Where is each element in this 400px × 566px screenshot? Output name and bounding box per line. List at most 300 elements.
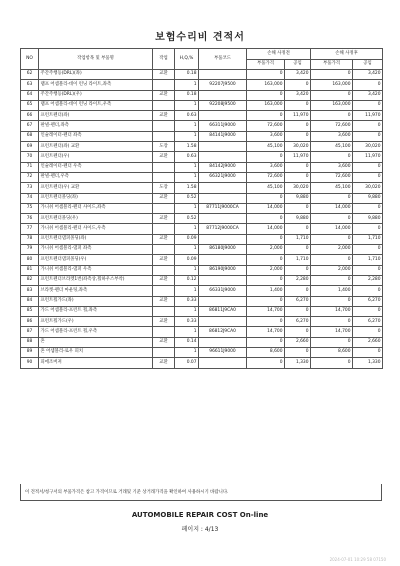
row-after-part-price: 0 [311, 337, 353, 347]
row-before-labor: 1,710 [285, 255, 311, 265]
row-after-labor: 30,020 [353, 142, 383, 152]
row-after-part-price: 0 [311, 90, 353, 100]
row-before-part-price: 2,000 [247, 245, 285, 255]
row-no: 85 [21, 306, 39, 316]
row-after-labor: 9,880 [353, 214, 383, 224]
row-before-labor: 6,270 [285, 296, 311, 306]
row-part-code: 86811J9CA0 [199, 306, 247, 316]
row-part-code: 86812J9CA0 [199, 327, 247, 337]
row-after-labor: 1,330 [353, 358, 383, 368]
row-work: 교환 [153, 317, 175, 327]
row-no: 78 [21, 234, 39, 244]
row-work: 교환 [153, 275, 175, 285]
row-item-name: 가니쉬 어셈블리-펜더 사이드,좌측 [39, 203, 153, 213]
row-after-labor: 2,660 [353, 337, 383, 347]
row-part-code: 84142J9000 [199, 162, 247, 172]
row-part-code: 96611J9000 [199, 348, 247, 358]
row-hqty: 0.18 [175, 70, 199, 80]
row-before-labor: 0 [285, 265, 311, 275]
row-after-part-price: 3,600 [311, 131, 353, 141]
table-row [21, 306, 383, 316]
row-before-part-price: 163,000 [247, 100, 285, 110]
row-part-code [199, 183, 247, 193]
row-hqty: 0.63 [175, 111, 199, 121]
row-work: 교환 [153, 296, 175, 306]
row-part-code: 87712J9000CA [199, 224, 247, 234]
table-row [21, 275, 383, 285]
row-after-part-price: 14,000 [311, 203, 353, 213]
disclaimer-note: 이 견적서/청구서의 부품가격은 참고 가격이므로 거래및 기준 상거래가격을 확인하여 사용하시기 바랍니다. [20, 484, 382, 501]
row-before-labor: 0 [285, 224, 311, 234]
row-no: 90 [21, 358, 39, 368]
row-work: 교환 [153, 111, 175, 121]
row-hqty: 1 [175, 162, 199, 172]
row-item-name: 가드 어셈블리-프런트 휠,좌측 [39, 306, 153, 316]
row-part-code: 87711J9000CA [199, 203, 247, 213]
row-before-part-price: 45,100 [247, 183, 285, 193]
row-no: 89 [21, 348, 39, 358]
row-after-labor: 6,270 [353, 296, 383, 306]
row-part-code [199, 337, 247, 347]
table-row [21, 286, 383, 296]
row-part-code: 84141J9000 [199, 131, 247, 141]
row-hqty: 1 [175, 265, 199, 275]
row-item-name: 가니쉬 어셈블리-펜더 사이드,우측 [39, 224, 153, 234]
print-timestamp: 2024-07-01 10:29 58 07150 [329, 557, 386, 562]
row-before-labor: 11,970 [285, 111, 311, 121]
row-before-part-price: 45,100 [247, 142, 285, 152]
table-row [21, 193, 383, 203]
row-work: 교환 [153, 358, 175, 368]
row-after-labor: 0 [353, 306, 383, 316]
row-part-code [199, 255, 247, 265]
row-after-part-price: 0 [311, 296, 353, 306]
row-work [153, 162, 175, 172]
row-item-name: 프런트펜더댐퍼몰딩(좌) [39, 234, 153, 244]
row-after-part-price: 72,600 [311, 121, 353, 131]
row-before-labor: 0 [285, 348, 311, 358]
row-item-name: 프런트펜더(좌) [39, 111, 153, 121]
row-no: 70 [21, 152, 39, 162]
row-before-part-price: 14,700 [247, 327, 285, 337]
row-item-name: 인슐레이터-펜더 우측 [39, 162, 153, 172]
row-after-labor: 11,970 [353, 111, 383, 121]
header-no: NO [21, 49, 39, 70]
row-part-code [199, 142, 247, 152]
row-no: 73 [21, 183, 39, 193]
row-before-labor: 3,420 [285, 90, 311, 100]
row-before-labor: 0 [285, 100, 311, 110]
row-after-labor: 3,420 [353, 90, 383, 100]
header-after-labor: 공임 [353, 59, 383, 70]
page-number: 페이지 : 4/13 [181, 526, 219, 533]
row-hqty: 1 [175, 327, 199, 337]
row-hqty: 0.09 [175, 234, 199, 244]
row-work [153, 203, 175, 213]
row-work [153, 172, 175, 182]
row-after-part-price: 2,000 [311, 245, 353, 255]
row-before-part-price: 0 [247, 193, 285, 203]
row-item-name: 가드 어셈블리-프런트 휠,우측 [39, 327, 153, 337]
row-item-name: 프런트펜더(우) [39, 152, 153, 162]
table-row [21, 296, 383, 306]
row-hqty: 1 [175, 100, 199, 110]
row-work [153, 265, 175, 275]
estimate-table [20, 48, 383, 369]
row-hqty: 0.07 [175, 358, 199, 368]
row-work [153, 80, 175, 90]
row-hqty: 1 [175, 286, 199, 296]
row-work [153, 100, 175, 110]
row-after-part-price: 14,000 [311, 224, 353, 234]
row-work [153, 224, 175, 234]
table-row [21, 317, 383, 327]
row-no: 63 [21, 80, 39, 90]
row-no: 77 [21, 224, 39, 234]
row-before-labor: 2,280 [285, 275, 311, 285]
table-row [21, 245, 383, 255]
row-before-labor: 9,880 [285, 214, 311, 224]
row-before-part-price: 0 [247, 317, 285, 327]
row-after-labor: 0 [353, 245, 383, 255]
row-after-part-price: 0 [311, 234, 353, 244]
row-no: 64 [21, 90, 39, 100]
row-no: 88 [21, 337, 39, 347]
row-after-labor: 0 [353, 286, 383, 296]
row-before-part-price: 0 [247, 90, 285, 100]
header-row-top [21, 49, 383, 60]
row-part-code: 86180J9000 [199, 245, 247, 255]
row-hqty: 0.18 [175, 90, 199, 100]
row-after-labor: 0 [353, 80, 383, 90]
row-before-part-price: 2,000 [247, 265, 285, 275]
row-after-labor: 6,270 [353, 317, 383, 327]
row-item-name: 램프 어셈블리-데이 런닝 라이트,좌측 [39, 80, 153, 90]
row-before-part-price: 0 [247, 275, 285, 285]
row-after-part-price: 45,100 [311, 183, 353, 193]
row-before-part-price: 0 [247, 70, 285, 80]
row-before-part-price: 0 [247, 337, 285, 347]
row-before-part-price: 14,000 [247, 224, 285, 234]
row-before-labor: 1,330 [285, 358, 311, 368]
table-row [21, 234, 383, 244]
row-before-part-price: 1,400 [247, 286, 285, 296]
row-after-part-price: 163,000 [311, 100, 353, 110]
row-item-name: 프런트펜더몰딩(좌) [39, 193, 153, 203]
row-item-name: 주간주행등(DRL)(우) [39, 90, 153, 100]
table-body [21, 70, 383, 369]
row-before-part-price: 3,600 [247, 131, 285, 141]
header-part-code: 부품코드 [199, 49, 247, 70]
row-before-labor: 0 [285, 203, 311, 213]
row-item-name: 인슐레이터-펜더 좌측 [39, 131, 153, 141]
header-item: 작업항목 및 부품명 [39, 49, 153, 70]
header-after-group: 손해 사정후 [311, 49, 383, 60]
row-no: 74 [21, 193, 39, 203]
row-part-code [199, 214, 247, 224]
row-before-part-price: 0 [247, 296, 285, 306]
header-before-group: 손해 사정전 [247, 49, 311, 60]
row-item-name: 프런트휠가드(좌) [39, 296, 153, 306]
row-item-name: 프런트펜더몰딩(우) [39, 214, 153, 224]
row-work [153, 245, 175, 255]
row-hqty: 0.63 [175, 152, 199, 162]
row-item-name: 램프 어셈블리-데이 런닝 라이트,우측 [39, 100, 153, 110]
row-part-code [199, 90, 247, 100]
row-hqty: 0.12 [175, 275, 199, 285]
row-work: 교환 [153, 234, 175, 244]
row-item-name: 프런트펜더(우) 교환 [39, 183, 153, 193]
row-work: 도장 [153, 183, 175, 193]
table-row [21, 327, 383, 337]
header-work: 작업 [153, 49, 175, 70]
row-before-part-price: 0 [247, 111, 285, 121]
table-row [21, 131, 383, 141]
row-hqty: 1 [175, 80, 199, 90]
row-before-part-price: 8,600 [247, 348, 285, 358]
row-part-code [199, 275, 247, 285]
row-hqty: 1 [175, 245, 199, 255]
row-after-labor: 0 [353, 131, 383, 141]
row-part-code [199, 111, 247, 121]
row-item-name: 프런트휠가드(우) [39, 317, 153, 327]
row-after-labor: 30,020 [353, 183, 383, 193]
row-part-code: 66311J9000 [199, 121, 247, 131]
row-part-code [199, 234, 247, 244]
row-hqty: 1 [175, 121, 199, 131]
row-work: 교환 [153, 337, 175, 347]
row-before-part-price: 163,000 [247, 80, 285, 90]
footer-brand: AUTOMOBILE REPAIR COST On-line [131, 511, 269, 519]
row-hqty: 1 [175, 348, 199, 358]
row-hqty: 0.52 [175, 214, 199, 224]
row-before-part-price: 3,600 [247, 162, 285, 172]
row-item-name: 프런트펜더댐퍼몰딩(우) [39, 255, 153, 265]
row-item-name: 혼 [39, 337, 153, 347]
row-after-part-price: 1,400 [311, 286, 353, 296]
row-after-labor: 9,880 [353, 193, 383, 203]
row-item-name: 가니쉬 어셈블리-댐퍼 우측 [39, 265, 153, 275]
row-before-labor: 0 [285, 306, 311, 316]
row-item-name: 주간주행등(DRL)(좌) [39, 70, 153, 80]
row-work: 교환 [153, 255, 175, 265]
row-work: 도장 [153, 142, 175, 152]
table-row [21, 80, 383, 90]
row-before-labor: 0 [285, 131, 311, 141]
row-item-name: 판넬-펜더,우측 [39, 172, 153, 182]
row-before-labor: 2,660 [285, 337, 311, 347]
row-after-part-price: 0 [311, 152, 353, 162]
row-hqty: 1 [175, 203, 199, 213]
row-after-labor: 0 [353, 100, 383, 110]
row-after-labor: 1,710 [353, 234, 383, 244]
row-before-labor: 1,710 [285, 234, 311, 244]
row-after-part-price: 72,600 [311, 172, 353, 182]
row-work [153, 327, 175, 337]
row-hqty: 0.09 [175, 255, 199, 265]
row-before-labor: 0 [285, 172, 311, 182]
table-row [21, 337, 383, 347]
row-work: 교환 [153, 152, 175, 162]
table-row [21, 162, 383, 172]
row-after-labor: 1,710 [353, 255, 383, 265]
row-after-part-price: 0 [311, 70, 353, 80]
table-row [21, 214, 383, 224]
row-work: 교환 [153, 193, 175, 203]
header-before-labor: 공임 [285, 59, 311, 70]
table-row [21, 265, 383, 275]
row-after-part-price: 0 [311, 275, 353, 285]
row-part-code [199, 152, 247, 162]
row-before-labor: 11,970 [285, 152, 311, 162]
row-no: 86 [21, 317, 39, 327]
row-item-name: 프런트펜더브라켓1번(좌측상,휠하우스부착) [39, 275, 153, 285]
row-no: 66 [21, 111, 39, 121]
row-before-part-price: 72,600 [247, 172, 285, 182]
row-no: 69 [21, 142, 39, 152]
row-after-part-price: 0 [311, 193, 353, 203]
row-before-labor: 0 [285, 162, 311, 172]
row-hqty: 1 [175, 131, 199, 141]
row-no: 87 [21, 327, 39, 337]
row-before-labor: 0 [285, 121, 311, 131]
row-before-part-price: 0 [247, 358, 285, 368]
row-part-code [199, 193, 247, 203]
row-no: 71 [21, 162, 39, 172]
row-before-part-price: 0 [247, 214, 285, 224]
table-row [21, 255, 383, 265]
table-row [21, 183, 383, 193]
table-row [21, 152, 383, 162]
row-hqty: 0.52 [175, 193, 199, 203]
row-after-part-price: 2,000 [311, 265, 353, 275]
row-work [153, 121, 175, 131]
row-part-code [199, 296, 247, 306]
row-before-labor: 0 [285, 245, 311, 255]
row-hqty: 1.58 [175, 142, 199, 152]
row-before-labor: 0 [285, 80, 311, 90]
header-before-part-price: 부품가격 [247, 59, 285, 70]
row-no: 75 [21, 203, 39, 213]
row-work [153, 306, 175, 316]
row-work: 교환 [153, 90, 175, 100]
row-after-part-price: 0 [311, 358, 353, 368]
table-row [21, 90, 383, 100]
row-work [153, 131, 175, 141]
row-after-labor: 3,420 [353, 70, 383, 80]
row-before-labor: 0 [285, 327, 311, 337]
row-hqty: 0.14 [175, 337, 199, 347]
header-after-part-price: 부품가격 [311, 59, 353, 70]
row-no: 62 [21, 70, 39, 80]
row-no: 84 [21, 296, 39, 306]
row-no: 65 [21, 100, 39, 110]
row-work: 교환 [153, 214, 175, 224]
row-part-code [199, 358, 247, 368]
row-before-part-price: 14,000 [247, 203, 285, 213]
row-after-part-price: 0 [311, 111, 353, 121]
row-before-part-price: 0 [247, 255, 285, 265]
row-after-labor: 0 [353, 348, 383, 358]
table-row [21, 203, 383, 213]
row-after-labor: 0 [353, 224, 383, 234]
row-hqty: 0.33 [175, 317, 199, 327]
row-before-part-price: 0 [247, 152, 285, 162]
row-after-part-price: 163,000 [311, 80, 353, 90]
row-after-labor: 0 [353, 203, 383, 213]
row-after-part-price: 0 [311, 255, 353, 265]
row-hqty: 1 [175, 224, 199, 234]
row-after-labor: 0 [353, 327, 383, 337]
row-part-code: 66321J9000 [199, 172, 247, 182]
row-work: 교환 [153, 70, 175, 80]
table-row [21, 121, 383, 131]
row-item-name: 판넬-펜더,좌측 [39, 121, 153, 131]
row-part-code [199, 70, 247, 80]
table-row [21, 172, 383, 182]
row-after-labor: 0 [353, 162, 383, 172]
row-part-code: 66331J9000 [199, 286, 247, 296]
table-row [21, 142, 383, 152]
row-before-part-price: 0 [247, 234, 285, 244]
row-before-labor: 3,420 [285, 70, 311, 80]
row-no: 79 [21, 245, 39, 255]
table-row [21, 100, 383, 110]
row-no: 76 [21, 214, 39, 224]
row-hqty: 1.58 [175, 183, 199, 193]
row-hqty: 0.33 [175, 296, 199, 306]
row-no: 67 [21, 121, 39, 131]
row-after-part-price: 14,700 [311, 327, 353, 337]
row-no: 82 [21, 275, 39, 285]
row-after-part-price: 14,700 [311, 306, 353, 316]
row-item-name: 브라켓-펜더 마운팅,좌측 [39, 286, 153, 296]
row-before-labor: 30,020 [285, 183, 311, 193]
row-before-labor: 30,020 [285, 142, 311, 152]
row-no: 81 [21, 265, 39, 275]
row-item-name: 혼 어셈블리-로우 피치 [39, 348, 153, 358]
table-row [21, 348, 383, 358]
row-no: 68 [21, 131, 39, 141]
table-row [21, 111, 383, 121]
row-after-part-price: 0 [311, 214, 353, 224]
row-after-part-price: 0 [311, 317, 353, 327]
row-before-labor: 6,270 [285, 317, 311, 327]
row-before-part-price: 14,700 [247, 306, 285, 316]
row-no: 72 [21, 172, 39, 182]
row-after-labor: 0 [353, 265, 383, 275]
row-before-labor: 0 [285, 286, 311, 296]
header-hqty: H,Q,% [175, 49, 199, 70]
table-row [21, 224, 383, 234]
document-title: 보험수리비 견적서 [155, 32, 245, 43]
row-no: 80 [21, 255, 39, 265]
row-after-labor: 0 [353, 172, 383, 182]
row-after-labor: 2,280 [353, 275, 383, 285]
row-work [153, 348, 175, 358]
row-hqty: 1 [175, 172, 199, 182]
row-after-labor: 11,970 [353, 152, 383, 162]
row-work [153, 286, 175, 296]
row-after-part-price: 8,600 [311, 348, 353, 358]
row-item-name: 가니쉬 어셈블리-댐퍼 좌측 [39, 245, 153, 255]
table-row [21, 70, 383, 80]
row-item-name: 피에조버져 [39, 358, 153, 368]
row-part-code: 86190J9000 [199, 265, 247, 275]
row-hqty: 1 [175, 306, 199, 316]
row-before-labor: 9,880 [285, 193, 311, 203]
row-before-part-price: 72,600 [247, 121, 285, 131]
